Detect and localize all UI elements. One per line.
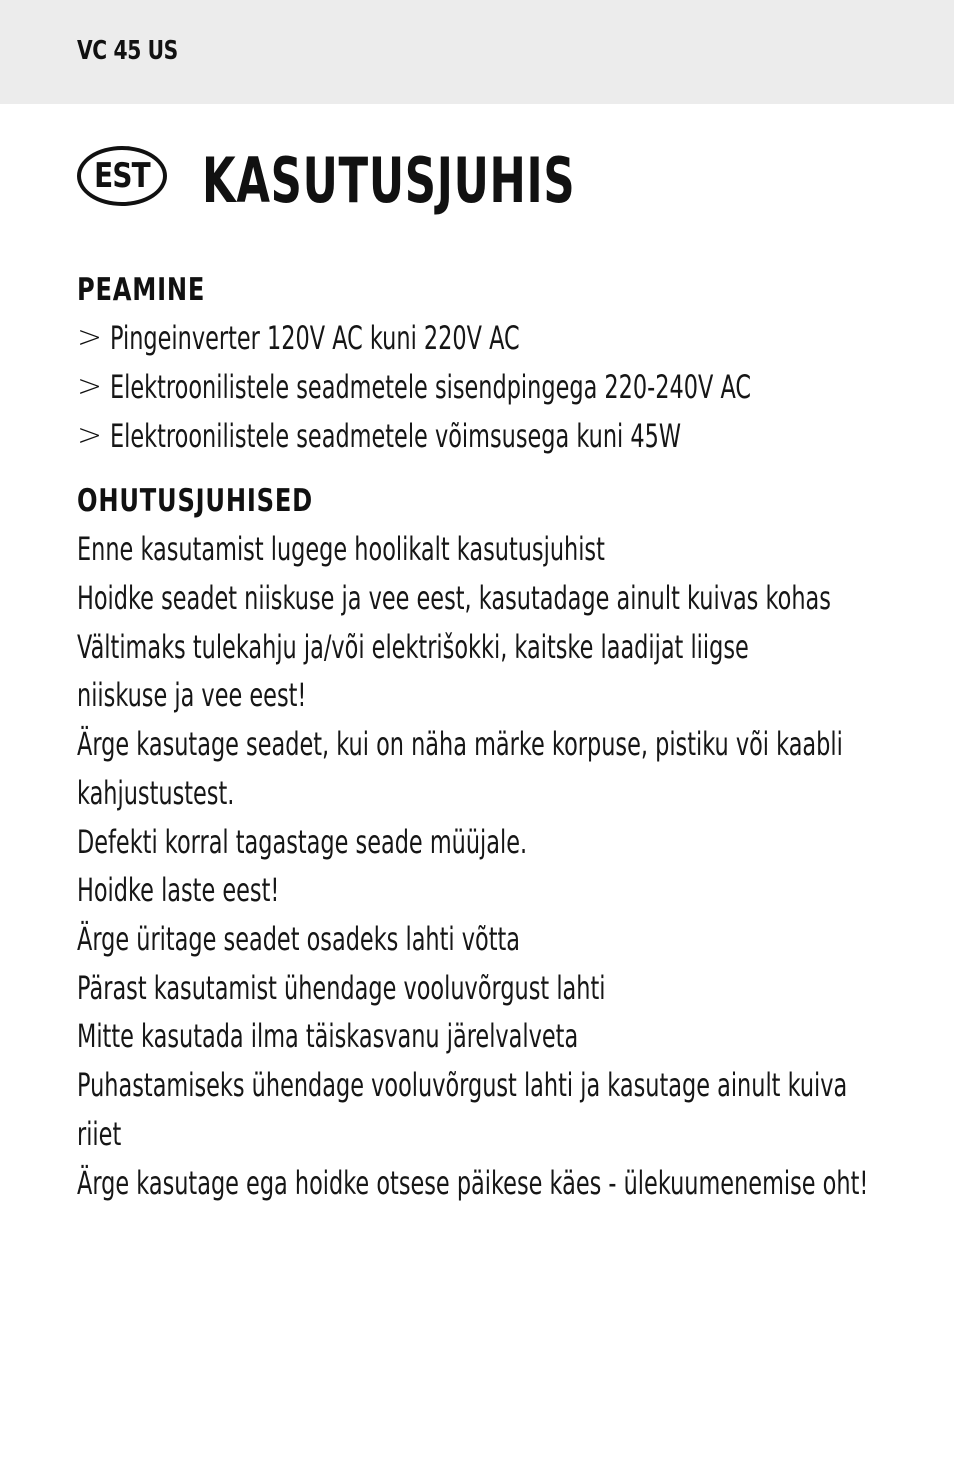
bullet-marker: >: [77, 369, 103, 404]
model-code: VC 45 US: [77, 36, 178, 66]
language-badge-label: EST: [94, 156, 150, 196]
section-heading-safety: OHUTUSJUHISED: [77, 483, 313, 519]
list-item-text: Elektroonilistele seadmetele võimsusega kuni 45W: [110, 417, 682, 455]
safety-line: Puhastamiseks ühendage vooluvõrgust lahti ja kasutage ainult kuiva: [77, 1066, 848, 1104]
page-title: KASUTUSJUHIS: [202, 144, 576, 217]
language-badge: [77, 146, 167, 206]
safety-line: riiet: [77, 1115, 122, 1153]
safety-line: Enne kasutamist lugege hoolikalt kasutusjuhist: [77, 530, 605, 568]
safety-line: kahjustustest.: [77, 774, 235, 812]
safety-line: Hoidke seadet niiskuse ja vee eest, kasutadage ainult kuivas kohas: [77, 579, 831, 617]
safety-line: niiskuse ja vee eest!: [77, 676, 307, 714]
section-heading-main: PEAMINE: [77, 272, 206, 308]
safety-line: Ärge üritage seadet osadeks lahti võtta: [77, 920, 520, 958]
safety-line: Mitte kasutada ilma täiskasvanu järelvalveta: [77, 1017, 579, 1055]
safety-line: Vältimaks tulekahju ja/või elektrišokki, kaitske laadijat liigse: [77, 628, 749, 666]
list-item-text: Elektroonilistele seadmetele sisendpingega 220-240V AC: [110, 368, 752, 406]
safety-line: Pärast kasutamist ühendage vooluvõrgust lahti: [77, 969, 606, 1007]
safety-line: Hoidke laste eest!: [77, 871, 280, 909]
safety-line: Ärge kasutage ega hoidke otsese päikese käes - ülekuumenemise oht!: [77, 1164, 869, 1202]
safety-line: Defekti korral tagastage seade müüjale.: [77, 823, 528, 861]
bullet-marker: >: [77, 418, 103, 453]
list-item-text: Pingeinverter 120V AC kuni 220V AC: [110, 319, 520, 357]
bullet-marker: >: [77, 320, 103, 355]
safety-line: Ärge kasutage seadet, kui on näha märke korpuse, pistiku või kaabli: [77, 725, 843, 763]
